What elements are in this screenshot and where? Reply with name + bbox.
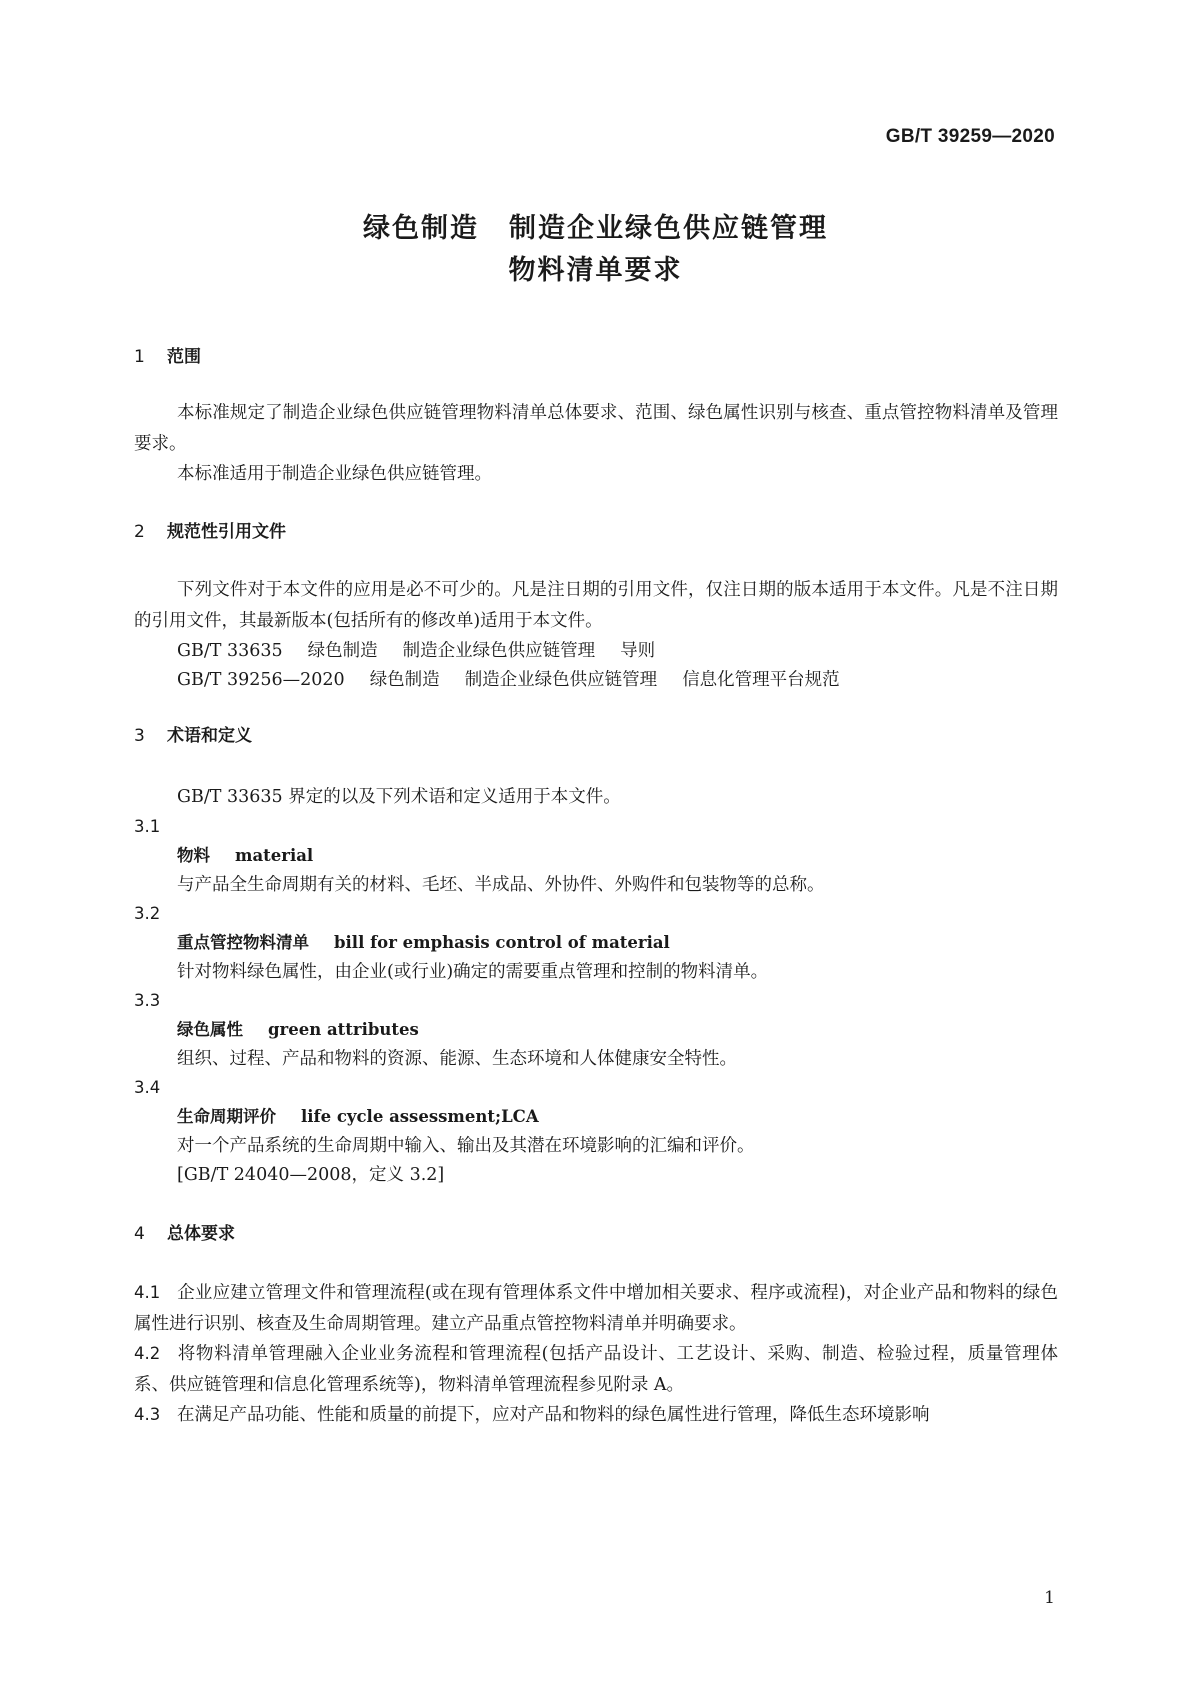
reference-title: 绿色制造 [307,641,378,661]
standard-number: GB/T 39259—2020 [885,126,1055,147]
term-zh: 绿色属性 [177,1020,243,1039]
term-name [177,929,670,957]
term-zh: 物料 [177,846,210,865]
reference-item [177,666,840,694]
clause-4-3 [134,1399,1058,1431]
reference-title: 绿色制造 [369,670,440,690]
title-part1: 绿色制造 [363,213,479,244]
document-title-line2: 物料清单要求 [508,255,683,286]
term-name [177,1103,539,1131]
term-en: bill for emphasis control of material [334,933,670,952]
section-heading-scope [134,345,201,369]
clause-4-2 [134,1338,1058,1401]
term-zh: 重点管控物料清单 [177,933,309,952]
reference-code: GB/T 39256—2020 [177,670,345,690]
term-name [177,1016,419,1044]
term-definition: 对一个产品系统的生命周期中输入、输出及其潜在环境影响的汇编和评价。 [177,1136,755,1156]
clause-number: 4.3 [134,1405,161,1424]
clause-text: 企业应建立管理文件和管理流程(或在现有管理体系文件中增加相关要求、程序或流程)，对企业产品和物料的绿色属性进行识别、核查及生命周期管理。建立产品重点管控物料清单并明确要求。 [134,1283,1058,1334]
scope-paragraph-1: 本标准规定了制造企业绿色供应链管理物料清单总体要求、范围、绿色属性识别与核查、重点管控物料清单及管理要求。 [134,403,1058,454]
document-title-line1 [0,206,1191,252]
terms-intro: GB/T 33635 界定的以及下列术语和定义适用于本文件。 [177,787,621,807]
section-number: 3 [134,726,145,746]
clause-text: 在满足产品功能、性能和质量的前提下，应对产品和物料的绿色属性进行管理，降低生态环境影响 [177,1405,930,1425]
term-number: 3.2 [134,904,161,923]
term-number: 3.1 [134,817,161,836]
clause-4-1 [134,1277,1058,1340]
term-definition: 组织、过程、产品和物料的资源、能源、生态环境和人体健康安全特性。 [177,1049,737,1069]
section-title: 术语和定义 [167,726,252,746]
reference-code: GB/T 33635 [177,641,283,661]
reference-item [177,637,655,665]
term-definition: 针对物料绿色属性，由企业(或行业)确定的需要重点管理和控制的物料清单。 [177,962,769,982]
section-number: 4 [134,1224,145,1244]
section-title: 规范性引用文件 [167,522,286,542]
scope-paragraph-2: 本标准适用于制造企业绿色供应链管理。 [177,464,492,484]
term-en: life cycle assessment;LCA [301,1107,539,1126]
term-en: green attributes [268,1020,419,1039]
reference-title: 制造企业绿色供应链管理 [464,670,658,690]
term-source: [GB/T 24040—2008，定义 3.2] [177,1165,445,1185]
term-definition: 与产品全生命周期有关的材料、毛坯、半成品、外协件、外购件和包装物等的总称。 [177,875,825,895]
term-number: 3.4 [134,1078,161,1097]
section-heading-terms [134,724,252,748]
page-number: 1 [1044,1588,1055,1608]
section-number: 1 [134,347,145,367]
term-name [177,842,313,870]
reference-title: 信息化管理平台规范 [682,670,840,690]
term-en: material [235,846,314,865]
section-heading-normative-references [134,520,286,544]
clause-text: 将物料清单管理融入企业业务流程和管理流程(包括产品设计、工艺设计、采购、制造、检验过程，质量管理体系、供应链管理和信息化管理系统等)，物料清单管理流程参见附录 A。 [134,1344,1058,1395]
clause-number: 4.1 [134,1283,161,1302]
section-heading-general-requirements [134,1222,235,1246]
clause-number: 4.2 [134,1344,161,1363]
references-paragraph: 下列文件对于本文件的应用是必不可少的。凡是注日期的引用文件，仅注日期的版本适用于本文件。凡是不注日期的引用文件，其最新版本(包括所有的修改单)适用于本文件。 [134,580,1058,631]
section-title: 范围 [167,347,201,367]
term-zh: 生命周期评价 [177,1107,276,1126]
section-number: 2 [134,522,145,542]
term-number: 3.3 [134,991,161,1010]
section-title: 总体要求 [167,1224,235,1244]
title-part2: 制造企业绿色供应链管理 [509,213,828,244]
reference-title: 制造企业绿色供应链管理 [402,641,596,661]
reference-title: 导则 [620,641,656,661]
